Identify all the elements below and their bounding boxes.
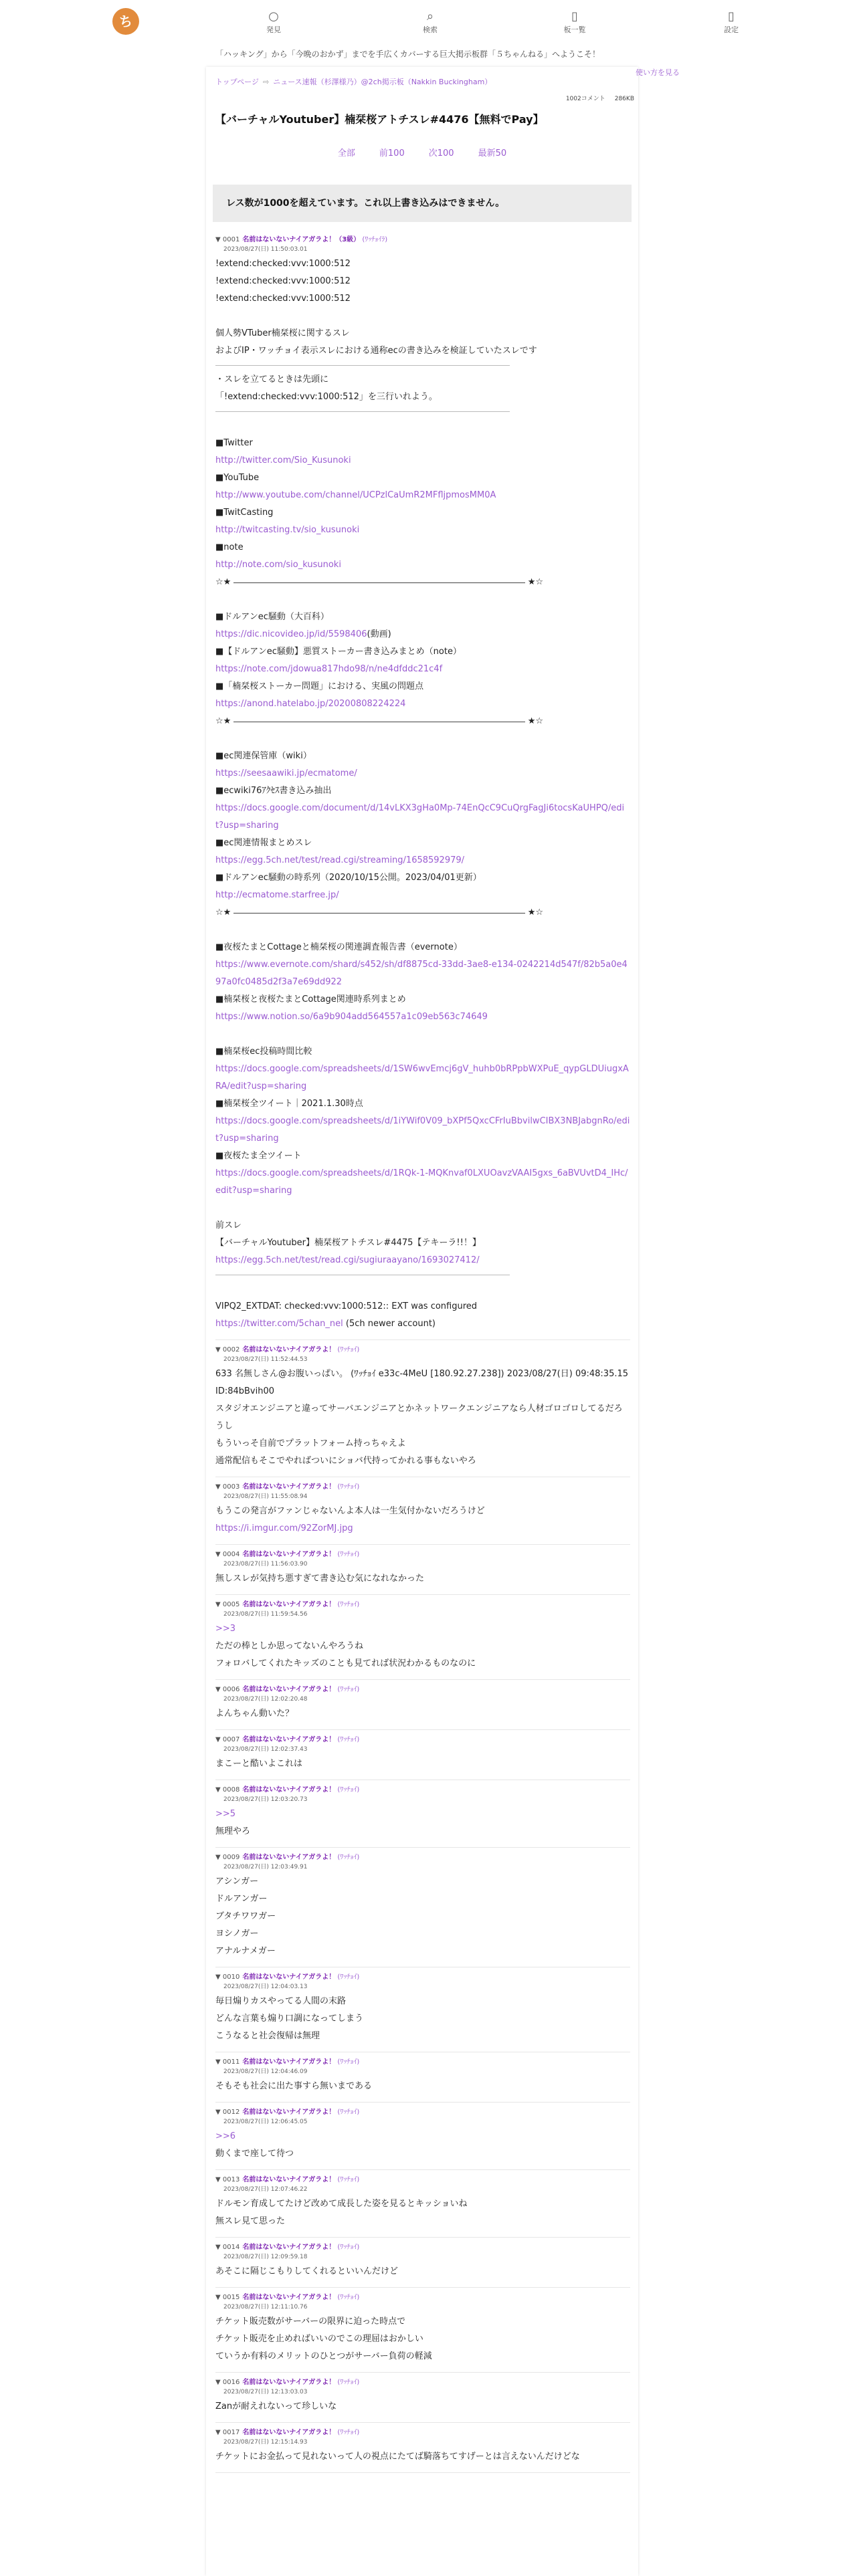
post-line xyxy=(215,1165,630,1200)
post-header xyxy=(215,2293,630,2302)
poster-name: 名前はないないナイアガラよ！ xyxy=(242,1854,336,1861)
post-line: ■夜桜たま全ツイート xyxy=(215,1151,302,1161)
post-header xyxy=(215,2243,630,2252)
post-line: 毎日煽りカスやってる人間の末路 xyxy=(215,1996,347,2006)
post-header xyxy=(215,2378,630,2387)
post-toggle-icon[interactable]: ▼ xyxy=(215,1973,223,1981)
post xyxy=(215,2103,630,2170)
post-link[interactable]: https://www.evernote.com/shard/s452/sh/df8875cd-33dd-3ae8-e134-0242214d547f/82b5a0e497a0fc0485d2f3a7e69dd922 xyxy=(215,960,628,987)
thread-title: 【バーチャルYoutuber】楠栞桜アトチスレ#4476【無料でPay】 xyxy=(215,113,544,126)
post xyxy=(215,1967,630,2052)
post-date: 2023/08/27(日) 12:03:49.91 xyxy=(223,1864,308,1870)
star-icon: ☆★ xyxy=(215,907,231,918)
post-body xyxy=(215,1570,630,1588)
post-toggle-icon[interactable]: ▼ xyxy=(215,1736,223,1743)
post-line xyxy=(215,1026,630,1043)
post xyxy=(215,1477,630,1545)
post xyxy=(215,1340,630,1477)
poster-name: 名前はないないナイアガラよ！ xyxy=(242,2429,336,2436)
post xyxy=(215,230,630,1340)
post-line: 動くまで座して待つ xyxy=(215,2149,294,2159)
post-body xyxy=(215,1806,630,1840)
post-line xyxy=(215,887,630,904)
post-line: ■「楠栞桜ストーカー問題」における、実風の問題点 xyxy=(215,681,424,691)
post-header xyxy=(215,1685,630,1695)
help-link-outer[interactable] xyxy=(636,67,680,78)
post-toggle-icon[interactable]: ▼ xyxy=(215,1551,223,1558)
post-line: どんな言葉も煽り口調になってしまう xyxy=(215,2014,364,2024)
post-date: 2023/08/27(日) 12:11:10.76 xyxy=(223,2304,308,2311)
post-line xyxy=(215,487,630,504)
post-line: チケットにお金払って見れないって人の視点にたてば騎落ちてすげーとは言えないんだけどな xyxy=(215,2452,580,2462)
post-body xyxy=(215,2078,630,2095)
post-line: !extend:checked:vvv:1000:512 xyxy=(215,259,351,269)
post-header xyxy=(215,1483,630,1492)
pager-latest-50[interactable]: 最新50 xyxy=(478,148,507,158)
post-line: ヨシノガー xyxy=(215,1929,259,1939)
divider xyxy=(215,411,510,412)
nav-label: 設定 xyxy=(724,25,739,34)
poster-name: 名前はないないナイアガラよ！ xyxy=(242,2058,336,2066)
post-line xyxy=(215,765,630,782)
post xyxy=(215,2373,630,2423)
post-body xyxy=(215,2313,630,2365)
post-line: ■楠栞桜と夜桜たまとCottage関連時系列まとめ xyxy=(215,994,406,1004)
post-line: そもそも社会に出た事すら無いまである xyxy=(215,2081,373,2091)
post-line: ■ec関連情報まとめスレ xyxy=(215,838,312,848)
post-line: ドルモン育成してたけど改めて成長した姿を見るとキッショいね xyxy=(215,2199,468,2209)
post-line: ■楠栞桜ec投稿時間比較 xyxy=(215,1047,312,1057)
post-body xyxy=(215,2398,630,2416)
post-number[interactable]: 0011 xyxy=(222,2058,240,2066)
post-link[interactable]: https://dic.nicovideo.jp/id/5598406 xyxy=(215,629,367,639)
star-icon: ☆★ xyxy=(215,577,231,587)
post-line: VIPQ2_EXTDAT: checked:vvv:1000:512:: EXT was configured xyxy=(215,1301,478,1311)
post-number[interactable]: 0013 xyxy=(222,2176,240,2183)
post-line: チケット販売数がサーバーの限界に迫った時点で xyxy=(215,2317,406,2327)
post-line: 無スレ見て思った xyxy=(215,2216,286,2226)
post-line: !extend:checked:vvv:1000:512 xyxy=(215,294,351,304)
post-header xyxy=(215,2175,630,2185)
post-body xyxy=(215,1993,630,2045)
settings-icon: ▯ xyxy=(728,9,735,23)
post-line: 個人勢VTuber楠栞桜に関するスレ xyxy=(215,328,350,338)
poster-id: (ﾜｯﾁｮｲ) xyxy=(337,1483,360,1491)
post-toggle-icon[interactable]: ▼ xyxy=(215,1601,223,1608)
post-toggle-icon[interactable]: ▼ xyxy=(215,1346,223,1354)
post-line: ■ドルアンec騒動（大百科） xyxy=(215,612,329,622)
post-body xyxy=(215,255,630,1333)
post-line: !extend:checked:vvv:1000:512 xyxy=(215,276,351,286)
post-line xyxy=(215,1200,630,1217)
star-divider xyxy=(215,713,543,730)
post-link[interactable]: https://i.imgur.com/92ZorMJ.jpg xyxy=(215,1523,353,1533)
poster-name: 名前はないないナイアガラよ！ xyxy=(242,1346,336,1354)
poster-id: (ﾜｯﾁｮｲ) xyxy=(337,2379,360,2386)
post-line xyxy=(215,1008,630,1026)
post-line xyxy=(215,452,630,469)
post-date: 2023/08/27(日) 12:13:03.03 xyxy=(223,2389,308,2395)
poster-name: 名前はないないナイアガラよ！ xyxy=(242,2176,336,2183)
post-line: チケット販売を止めればいいのでこの理屈はおかしい xyxy=(215,2334,423,2344)
poster-name: 名前はないないナイアガラよ！（3級） xyxy=(242,236,361,243)
post-line xyxy=(215,1061,630,1095)
post xyxy=(215,2288,630,2373)
post-toggle-icon[interactable]: ▼ xyxy=(215,2429,223,2436)
post-line: スタジオエンジニアと違ってサーバエンジニアとかネットワークエンジニアなら人材ゴロゴロしてるだろうし xyxy=(215,1404,623,1431)
post xyxy=(215,2423,630,2473)
poster-id: (ﾜｯﾁｮｲ) xyxy=(337,1686,360,1693)
post-toggle-icon[interactable]: ▼ xyxy=(215,1686,223,1693)
post xyxy=(215,2238,630,2288)
post-toggle-icon[interactable]: ▼ xyxy=(215,1483,223,1491)
post-header xyxy=(215,1550,630,1560)
thread-size: 286KB xyxy=(614,96,634,102)
post-line xyxy=(215,956,630,991)
post-line xyxy=(215,695,630,713)
post-line xyxy=(215,522,630,539)
post-toggle-icon[interactable]: ▼ xyxy=(215,2244,223,2251)
site-logo[interactable]: ち xyxy=(112,8,139,35)
poster-id: (ﾜｯﾁｮｲ) xyxy=(337,1551,360,1558)
post-link[interactable]: http://twitter.com/Sio_Kusunoki xyxy=(215,455,351,465)
post-date: 2023/08/27(日) 11:55:08.94 xyxy=(223,1493,308,1500)
post-list xyxy=(215,230,630,2473)
post-date: 2023/08/27(日) 11:52:44.53 xyxy=(223,1356,308,1363)
post-date: 2023/08/27(日) 11:59:54.56 xyxy=(223,1611,308,1618)
post-line xyxy=(215,1113,630,1148)
post xyxy=(215,2052,630,2103)
post-number[interactable]: 0003 xyxy=(222,1483,240,1491)
poster-id: (ﾜｯﾁｮｲﾗ) xyxy=(362,236,388,243)
star-icon: ★☆ xyxy=(527,577,543,587)
post-number[interactable]: 0017 xyxy=(222,2429,240,2436)
post-body xyxy=(215,1873,630,1960)
post-line: フォロバしてくれたキッズのことも見てれば状況わかるものなのに xyxy=(215,1658,476,1669)
thread-panel xyxy=(206,67,638,2576)
top-navigation xyxy=(0,0,859,41)
post-line: 【バーチャルYoutuber】楠栞桜アトチスレ#4475【テキーラ!!！】 xyxy=(215,1238,481,1248)
poster-id: (ﾜｯﾁｮｲ) xyxy=(337,2244,360,2251)
post-toggle-icon[interactable]: ▼ xyxy=(215,2176,223,2183)
post xyxy=(215,1730,630,1780)
post xyxy=(215,1595,630,1680)
post-header xyxy=(215,1973,630,1982)
breadcrumb-board[interactable]: ニュース速報（杉澤様乃）@2ch掲示板（Nakkin Buckingham） xyxy=(273,78,492,86)
post-line: ■note xyxy=(215,542,244,552)
poster-id: (ﾜｯﾁｮｲ) xyxy=(337,2176,360,2183)
post-link[interactable]: http://twitcasting.tv/sio_kusunoki xyxy=(215,525,360,535)
post-line: もういっそ自前でプラットフォーム持っちゃえよ xyxy=(215,1438,406,1448)
post-line xyxy=(215,1520,630,1537)
poster-id: (ﾜｯﾁｮｲ) xyxy=(337,2429,360,2436)
post-line xyxy=(215,1806,630,1823)
post xyxy=(215,1545,630,1595)
post-link[interactable]: http://note.com/sio_kusunoki xyxy=(215,560,341,570)
post-line xyxy=(215,730,630,748)
star-divider xyxy=(215,904,543,922)
post-line xyxy=(215,308,630,325)
board-list-icon: ▯ xyxy=(571,9,578,23)
star-icon: ★☆ xyxy=(527,907,543,918)
post-number[interactable]: 0016 xyxy=(222,2379,240,2386)
post-line xyxy=(215,1252,630,1269)
post-header xyxy=(215,1853,630,1862)
post-line xyxy=(215,1281,630,1298)
nav-discover[interactable] xyxy=(244,9,304,35)
divider xyxy=(233,913,524,914)
post-line: ■ec関連保管庫（wiki） xyxy=(215,751,312,761)
poster-id: (ﾜｯﾁｮｲ) xyxy=(337,1601,360,1608)
post-line: ■TwitCasting xyxy=(215,508,274,518)
poster-id: (ﾜｯﾁｮｲ) xyxy=(337,1854,360,1861)
post-number[interactable]: 0012 xyxy=(222,2109,240,2116)
post-header xyxy=(215,235,630,245)
nav-label: 検索 xyxy=(423,25,438,34)
post-line: ■【ドルアンec騒動】悪質ストーカー書き込みまとめ（note） xyxy=(215,647,462,657)
post-line: あそこに隔じこもりしてくれるといいんだけど xyxy=(215,2266,399,2276)
star-divider xyxy=(215,574,543,591)
pager-next-100[interactable]: 次100 xyxy=(428,148,454,158)
post-number[interactable]: 0008 xyxy=(222,1786,240,1794)
poster-name: 名前はないないナイアガラよ！ xyxy=(242,1973,336,1981)
post xyxy=(215,1680,630,1730)
poster-id: (ﾜｯﾁｮｲ) xyxy=(337,2294,360,2301)
post-line xyxy=(215,417,630,435)
post-line: ■夜桜たまとCottageと楠栞桜の関連調査報告書（evernote） xyxy=(215,942,462,952)
post-number[interactable]: 0004 xyxy=(222,1551,240,1558)
poster-id: (ﾜｯﾁｮｲ) xyxy=(337,1786,360,1794)
post-number[interactable]: 0005 xyxy=(222,1601,240,1608)
nav-label: 発見 xyxy=(266,25,281,34)
post-link[interactable]: https://egg.5ch.net/test/read.cgi/sugiuraayano/1693027412/ xyxy=(215,1255,480,1265)
post-line xyxy=(215,591,630,609)
post-line: もうこの発言がファンじゃないんよ本人は一生気付かないだろうけど xyxy=(215,1506,485,1516)
post-line: こうなると社会復帰は無理 xyxy=(215,2031,320,2041)
pager-prev-100[interactable]: 前100 xyxy=(379,148,405,158)
post-link[interactable]: https://note.com/jdowua817hdo98/n/ne4dfddc21c4f xyxy=(215,664,443,674)
post-body xyxy=(215,1755,630,1773)
star-icon: ☆★ xyxy=(215,716,231,726)
post-link[interactable]: https://seesaawiki.jp/ecmatome/ xyxy=(215,768,357,778)
post-link[interactable]: https://docs.google.com/spreadsheets/d/1iYWif0V09_bXPf5QxcCFrIuBbvilwCIBX3NBJabgnRo/edit?usp=sharing xyxy=(215,1116,630,1144)
post-line: 無しスレが気持ち悪すぎて書き込む気になれなかった xyxy=(215,1574,425,1584)
post-link[interactable]: http://ecmatome.starfree.jp/ xyxy=(215,890,339,900)
post-line: アシンガー xyxy=(215,1876,259,1887)
poster-name: 名前はないないナイアガラよ！ xyxy=(242,1551,336,1558)
post-body xyxy=(215,1620,630,1673)
post-line xyxy=(215,1315,630,1333)
post-date: 2023/08/27(日) 12:02:37.43 xyxy=(223,1746,308,1753)
post-link[interactable]: https://docs.google.com/spreadsheets/d/1SW6wvEmcj6gV_huhb0bRPpbWXPuE_qypGLDUiugxARA/edit?usp=sharing xyxy=(215,1064,629,1091)
post-line xyxy=(215,1620,630,1638)
nav-settings[interactable] xyxy=(701,9,761,35)
divider xyxy=(233,582,524,583)
poster-name: 名前はないないナイアガラよ！ xyxy=(242,2379,336,2386)
post-toggle-icon[interactable]: ▼ xyxy=(215,1854,223,1861)
poster-id: (ﾜｯﾁｮｲ) xyxy=(337,1346,360,1354)
post-link[interactable]: >>3 xyxy=(215,1624,236,1634)
post xyxy=(215,2170,630,2238)
post-line: まこーと酷いよこれは xyxy=(215,1759,303,1769)
post-header xyxy=(215,2058,630,2067)
post-line: ただの棒としか思ってないんやろうね xyxy=(215,1641,364,1651)
post-body xyxy=(215,2195,630,2230)
poster-name: 名前はないないナイアガラよ！ xyxy=(242,2244,336,2251)
post-link[interactable]: https://docs.google.com/document/d/14vLKX3gHa0Mp-74EnQcC9CuQrgFagJi6tocsKaUHPQ/edit?usp=sharing xyxy=(215,803,625,831)
post-toggle-icon[interactable]: ▼ xyxy=(215,2058,223,2066)
post-date: 2023/08/27(日) 12:03:20.73 xyxy=(223,1796,308,1803)
post-body xyxy=(215,2128,630,2163)
post-link[interactable]: https://egg.5ch.net/test/read.cgi/streaming/1658592979/ xyxy=(215,855,465,865)
post-number[interactable]: 0007 xyxy=(222,1736,240,1743)
post-line: ■Twitter xyxy=(215,438,253,448)
post-line: およびIP・ワッチョイ表示スレにおける通称ecの書き込みを検証していたスレです xyxy=(215,346,537,356)
post-link[interactable]: >>6 xyxy=(215,2131,236,2141)
discover-icon: ○ xyxy=(268,9,279,23)
post xyxy=(215,1780,630,1848)
post-header xyxy=(215,2108,630,2117)
breadcrumb-separator: ⇨ xyxy=(263,78,270,86)
breadcrumb-home[interactable]: トップページ xyxy=(215,78,260,86)
post-number[interactable]: 0006 xyxy=(222,1686,240,1693)
poster-name: 名前はないないナイアガラよ！ xyxy=(242,1736,336,1743)
post-date: 2023/08/27(日) 12:09:59.18 xyxy=(223,2254,308,2260)
welcome-marquee: 「ハッキング」から「今晩のおかず」までを手広くカバーする巨大掲示板群「５ちゃんねる」へようこそ！ xyxy=(215,49,601,59)
poster-id: (ﾜｯﾁｮｲ) xyxy=(337,1736,360,1743)
closed-thread-warning: レス数が1000を超えています。これ以上書き込みはできません。 xyxy=(213,185,632,222)
post-header xyxy=(215,1735,630,1745)
post-line: ドルアンガー xyxy=(215,1894,268,1904)
post-line xyxy=(215,2128,630,2145)
star-icon: ★☆ xyxy=(527,716,543,726)
post-date: 2023/08/27(日) 11:50:03.01 xyxy=(223,246,308,253)
help-link-text[interactable]: 使い方を見る xyxy=(636,68,680,77)
poster-name: 名前はないないナイアガラよ！ xyxy=(242,1483,336,1491)
post-number[interactable]: 0010 xyxy=(222,1973,240,1981)
search-icon: ⌕ xyxy=(426,9,434,23)
post-line: ブタチワワガー xyxy=(215,1911,276,1921)
poster-name: 名前はないないナイアガラよ！ xyxy=(242,2294,336,2301)
post-line: 無理やろ xyxy=(215,1826,251,1836)
post-body xyxy=(215,2263,630,2280)
poster-name: 名前はないないナイアガラよ！ xyxy=(242,1686,336,1693)
post-line xyxy=(215,852,630,869)
poster-id: (ﾜｯﾁｮｲ) xyxy=(337,2058,360,2066)
post-date: 2023/08/27(日) 12:06:45.05 xyxy=(223,2119,308,2125)
post-number[interactable]: 0015 xyxy=(222,2294,240,2301)
post-line: 前スレ xyxy=(215,1220,242,1230)
post-header xyxy=(215,1600,630,1610)
post-link[interactable]: >>5 xyxy=(215,1809,236,1819)
post-date: 2023/08/27(日) 12:04:46.09 xyxy=(223,2068,308,2075)
post xyxy=(215,1848,630,1967)
post-date: 2023/08/27(日) 11:56:03.90 xyxy=(223,1561,308,1568)
pager xyxy=(206,146,638,158)
pager-all[interactable]: 全部 xyxy=(337,148,355,158)
post-date: 2023/08/27(日) 12:04:03.13 xyxy=(223,1983,308,1990)
poster-name: 名前はないないナイアガラよ！ xyxy=(242,2109,336,2116)
post-body xyxy=(215,1705,630,1723)
nav-search[interactable] xyxy=(400,9,460,35)
post-toggle-icon[interactable]: ▼ xyxy=(215,2379,223,2386)
thread-meta xyxy=(557,94,634,102)
post-number[interactable]: 0002 xyxy=(222,1346,240,1354)
post-toggle-icon[interactable]: ▼ xyxy=(215,236,223,243)
breadcrumb xyxy=(215,76,492,87)
post-link[interactable]: https://docs.google.com/spreadsheets/d/1RQk-1-MQKnvaf0LXUOavzVAAI5gxs_6aBVUvtD4_IHc/edit?usp=sharing xyxy=(215,1168,628,1196)
post-body xyxy=(215,1503,630,1537)
post-line: ■ecwiki76ｱｸｾｽ書き込み抽出 xyxy=(215,786,332,796)
post-header xyxy=(215,2428,630,2438)
post-line xyxy=(215,661,630,678)
post-toggle-icon[interactable]: ▼ xyxy=(215,1786,223,1794)
post-date: 2023/08/27(日) 12:07:46.22 xyxy=(223,2186,308,2193)
post-line: Zanが耐えれないって珍しいな xyxy=(215,2401,337,2411)
post-line xyxy=(215,626,630,643)
comment-count: 1002コメント xyxy=(565,96,605,102)
post-line: ■ドルアンec騒動の時系列（2020/10/15公開。2023/04/01更新） xyxy=(215,873,482,883)
post-header xyxy=(215,1346,630,1355)
poster-name: 名前はないないナイアガラよ！ xyxy=(242,1601,336,1608)
poster-name: 名前はないないナイアガラよ！ xyxy=(242,1786,336,1794)
post-line: 633 名無しさん@お腹いっぱい。 (ﾜｯﾁｮｲ e33c-4MeU [180.92.27.238]) 2023/08/27(日) 09:48:35.15 ID:84bBvih00 xyxy=(215,1369,632,1396)
post-line xyxy=(215,556,630,574)
post-number[interactable]: 0009 xyxy=(222,1854,240,1861)
post-line: ■楠栞桜全ツイート｜2021.1.30時点 xyxy=(215,1099,363,1109)
post-date: 2023/08/27(日) 12:02:20.48 xyxy=(223,1696,308,1703)
link-note: (5ch newer account) xyxy=(343,1319,436,1329)
post-date: 2023/08/27(日) 12:15:14.93 xyxy=(223,2439,308,2446)
poster-id: (ﾜｯﾁｮｲ) xyxy=(337,1973,360,1981)
post-link[interactable]: https://anond.hatelabo.jp/20200808224224 xyxy=(215,699,406,709)
post-body xyxy=(215,1366,630,1470)
post-line: ていうか有料のメリットのひとつがサーバー負荷の軽減 xyxy=(215,2351,432,2361)
post-line xyxy=(215,800,630,835)
link-note: (動画) xyxy=(367,629,391,639)
nav-label: 板一覧 xyxy=(563,25,586,34)
post-line: よんちゃん動いた？ xyxy=(215,1709,294,1719)
post-toggle-icon[interactable]: ▼ xyxy=(215,2109,223,2116)
post-line: 通常配信もそこでやればついにショバ代持ってかれる事もないやろ xyxy=(215,1456,476,1466)
post-link[interactable]: https://twitter.com/5chan_nel xyxy=(215,1319,343,1329)
post-line xyxy=(215,922,630,939)
post-body xyxy=(215,2448,630,2466)
post-line: ■YouTube xyxy=(215,473,260,483)
poster-id: (ﾜｯﾁｮｲ) xyxy=(337,2109,360,2116)
post-number[interactable]: 0001 xyxy=(222,236,240,243)
post-line: 「!extend:checked:vvv:1000:512」を三行いれよう。 xyxy=(215,392,438,402)
nav-boards[interactable] xyxy=(545,9,605,35)
post-line: ・スレを立てるときは先頭に xyxy=(215,374,329,385)
post-number[interactable]: 0014 xyxy=(222,2244,240,2251)
post-header xyxy=(215,1786,630,1795)
post-line: アナルナメガー xyxy=(215,1946,276,1956)
post-toggle-icon[interactable]: ▼ xyxy=(215,2294,223,2301)
divider xyxy=(215,365,510,366)
post-link[interactable]: http://www.youtube.com/channel/UCPzlCaUmR2MFfljpmosMM0A xyxy=(215,490,496,500)
post-link[interactable]: https://www.notion.so/6a9b904add564557a1c09eb563c74649 xyxy=(215,1012,488,1022)
